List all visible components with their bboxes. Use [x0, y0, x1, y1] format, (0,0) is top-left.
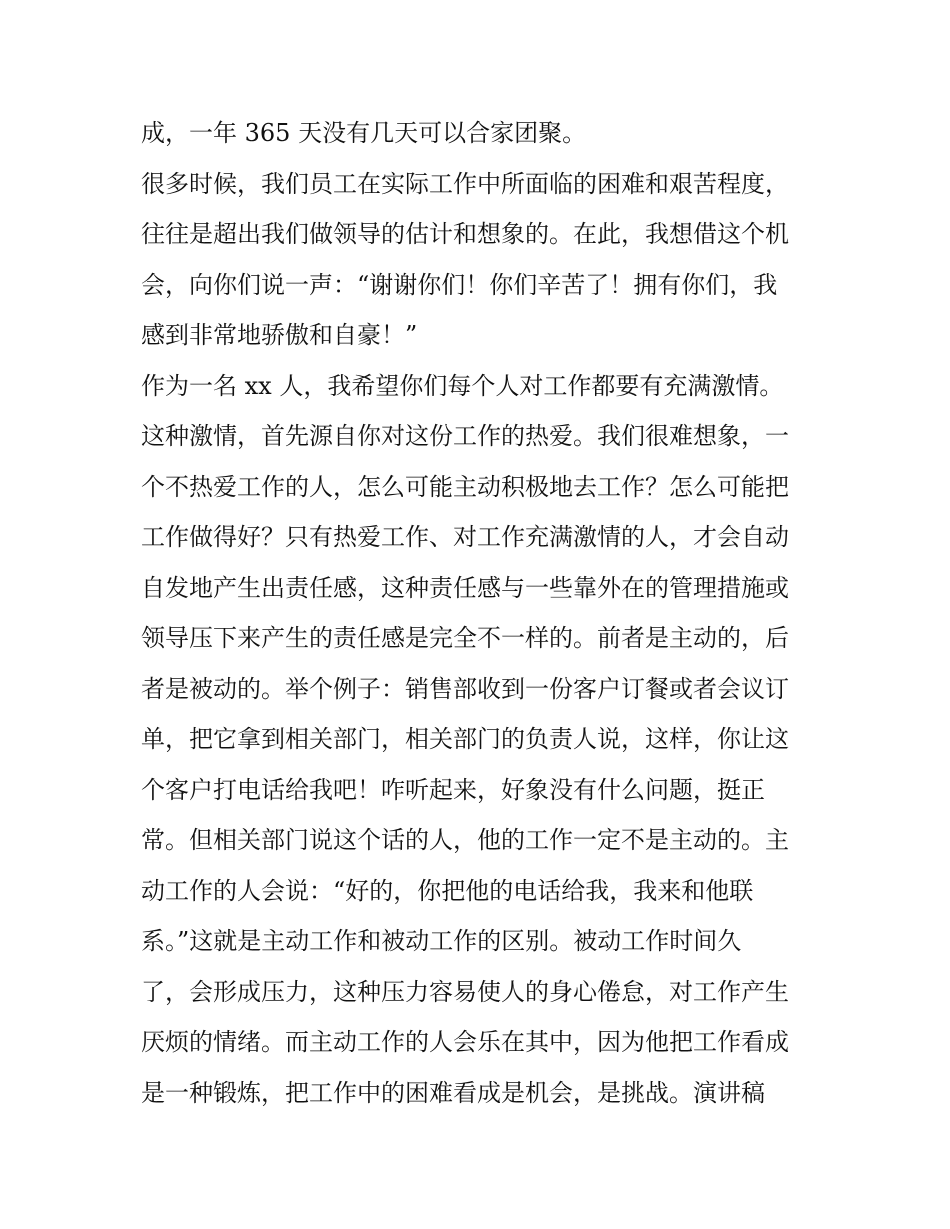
text-line: 作为一名 xx 人，我希望你们每个人对工作都要有充满激情。	[141, 371, 784, 400]
text-line: 感到非常地骄傲和自豪！”	[141, 321, 418, 349]
text-line: 是一种锻炼，把工作中的困难看成是机会，是挑战。演讲稿	[141, 1078, 765, 1107]
text-line: 者是被动的。举个例子：销售部收到一份客户订餐或者会议订	[141, 674, 789, 703]
text-line: 成，一年 365 天没有几天可以合家团聚。	[141, 119, 587, 147]
text-line: 领导压下来产生的责任感是完全不一样的。前者是主动的，后	[141, 624, 789, 652]
text-line: 这种激情，首先源自你对这份工作的热爱。我们很难想象，一	[141, 422, 789, 450]
text-line: 系。”这就是主动工作和被动工作的区别。被动工作时间久	[141, 927, 742, 955]
text-line: 了，会形成压力，这种压力容易使人的身心倦怠，对工作产生	[141, 977, 789, 1006]
text-line: 单，把它拿到相关部门，相关部门的负责人说，这样，你让这	[141, 725, 789, 753]
text-line: 自发地产生出责任感，这种责任感与一些靠外在的管理措施或	[141, 573, 789, 602]
text-line: 动工作的人会说：“好的，你把他的电话给我，我来和他联	[141, 876, 754, 905]
text-line: 会，向你们说一声：“谢谢你们！你们辛苦了！拥有你们，我	[141, 270, 778, 299]
text-line: 个客户打电话给我吧！咋听起来，好象没有什么问题，挺正	[141, 775, 765, 804]
text-line: 很多时候，我们员工在实际工作中所面临的困难和艰苦程度，	[141, 169, 789, 198]
text-line: 厌烦的情绪。而主动工作的人会乐在其中，因为他把工作看成	[141, 1028, 789, 1056]
text-line: 往往是超出我们做领导的估计和想象的。在此，我想借这个机	[141, 220, 789, 248]
text-line: 常。但相关部门说这个话的人，他的工作一定不是主动的。主	[141, 826, 789, 854]
body-text	[141, 108, 821, 1118]
text-line: 个不热爱工作的人，怎么可能主动积极地去工作？怎么可能把	[141, 472, 789, 501]
text-line: 工作做得好？只有热爱工作、对工作充满激情的人，才会自动	[141, 523, 789, 551]
